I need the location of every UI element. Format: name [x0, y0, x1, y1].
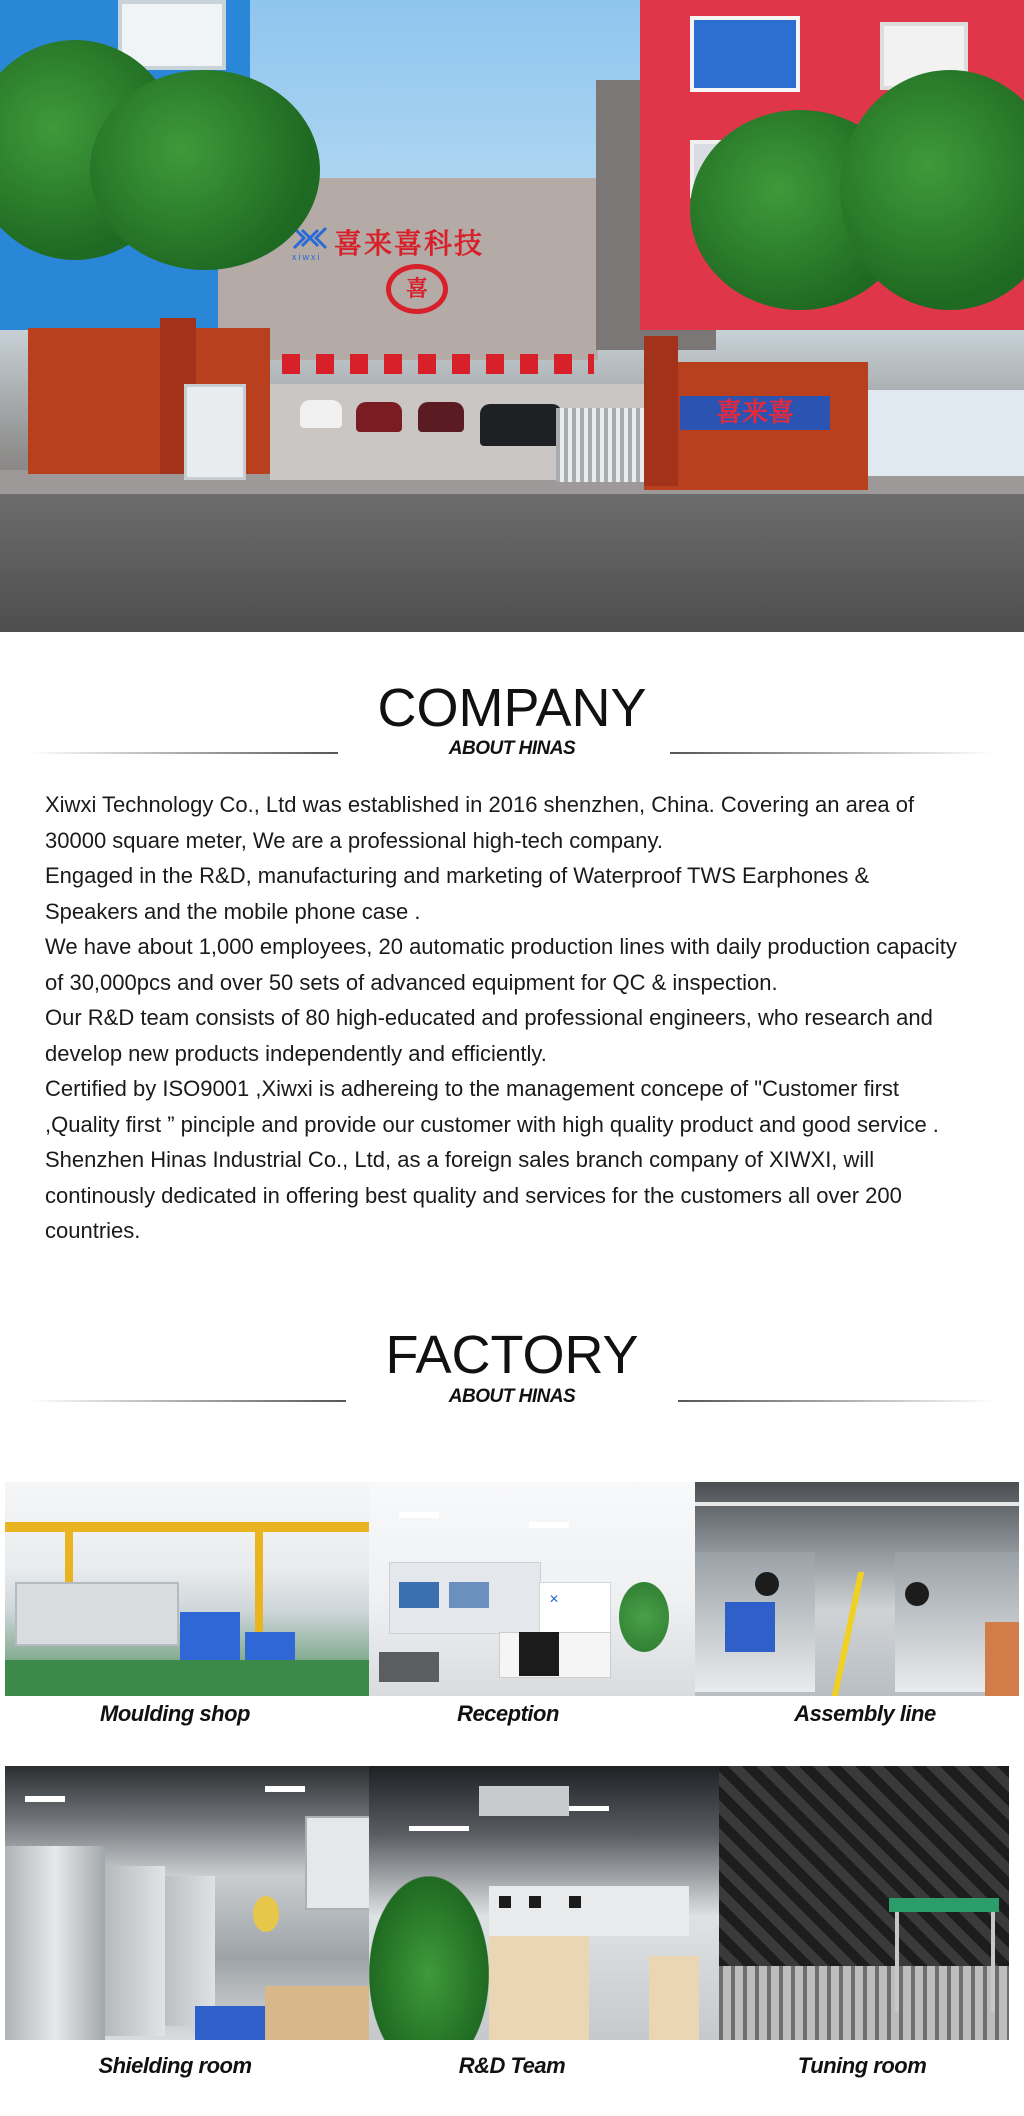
road — [0, 494, 1024, 632]
flags-row — [214, 354, 594, 374]
factory-subtitle: ABOUT HINAS — [448, 1386, 576, 1407]
caption-tuning-room: Tuning room — [797, 2053, 927, 2078]
car — [480, 404, 562, 446]
sliding-gate — [556, 408, 648, 482]
photo-moulding-shop — [5, 1482, 369, 1696]
photo-reception: ✕ — [369, 1482, 695, 1696]
seal-logo: 喜 — [386, 264, 448, 314]
caption-rd-team: R&D Team — [458, 2053, 566, 2078]
company-subtitle: ABOUT HINAS — [448, 738, 576, 759]
company-paragraph: Our R&D team consists of 80 high-educated and professional engineers, who research and develop new products independently and efficiently. — [45, 1005, 933, 1066]
gate-door — [184, 384, 246, 480]
tree — [90, 70, 320, 270]
company-paragraph: Engaged in the R&D, manufacturing and marketing of Waterproof TWS Earphones & Speakers and the mobile phone case . — [45, 863, 870, 924]
caption-moulding-shop: Moulding shop — [100, 1701, 250, 1726]
photo-assembly-line — [695, 1482, 1019, 1696]
building-brand: xiwxi — [292, 252, 322, 262]
street-wall — [868, 390, 1024, 476]
company-description — [45, 787, 965, 1249]
car — [418, 402, 464, 432]
caption-reception: Reception — [457, 1701, 559, 1726]
divider-left — [28, 1400, 346, 1402]
photo-tuning-room — [719, 1766, 1009, 2040]
company-title: COMPANY — [377, 678, 647, 738]
company-paragraph: Certified by ISO9001 ,Xiwxi is adhereing to the management concepe of "Customer first ,Quality first ” pinciple and provide our customer with high quality product and good service . — [45, 1076, 939, 1137]
gate-sign: 喜来喜 — [680, 396, 830, 430]
caption-assembly-line: Assembly line — [794, 1701, 936, 1726]
photo-rd-team — [369, 1766, 719, 2040]
divider-left — [28, 752, 338, 754]
company-paragraph: Xiwxi Technology Co., Ltd was established in 2016 shenzhen, China. Covering an area of 30000 square meter, We are a professional high-tech company. — [45, 792, 915, 853]
gate-pillar — [644, 336, 678, 486]
caption-shielding-room: Shielding room — [98, 2053, 252, 2078]
photo-shielding-room — [5, 1766, 369, 2040]
building-window — [690, 16, 800, 92]
xiwxi-logo-icon — [292, 226, 328, 250]
divider-right — [670, 752, 992, 754]
building-sign: 喜来喜科技 — [334, 227, 485, 260]
factory-title: FACTORY — [385, 1325, 639, 1385]
company-paragraph: We have about 1,000 employees, 20 automatic production lines with daily production capacity of 30,000pcs and over 50 sets of advanced equipment for QC & inspection. — [45, 934, 957, 995]
hero-factory-photo — [0, 0, 1024, 632]
company-paragraph: Shenzhen Hinas Industrial Co., Ltd, as a foreign sales branch company of XIWXI, will continously dedicated in offering best quality and services for the customers all over 200 countries. — [45, 1147, 902, 1243]
car — [300, 400, 342, 428]
divider-right — [678, 1400, 996, 1402]
car — [356, 402, 402, 432]
